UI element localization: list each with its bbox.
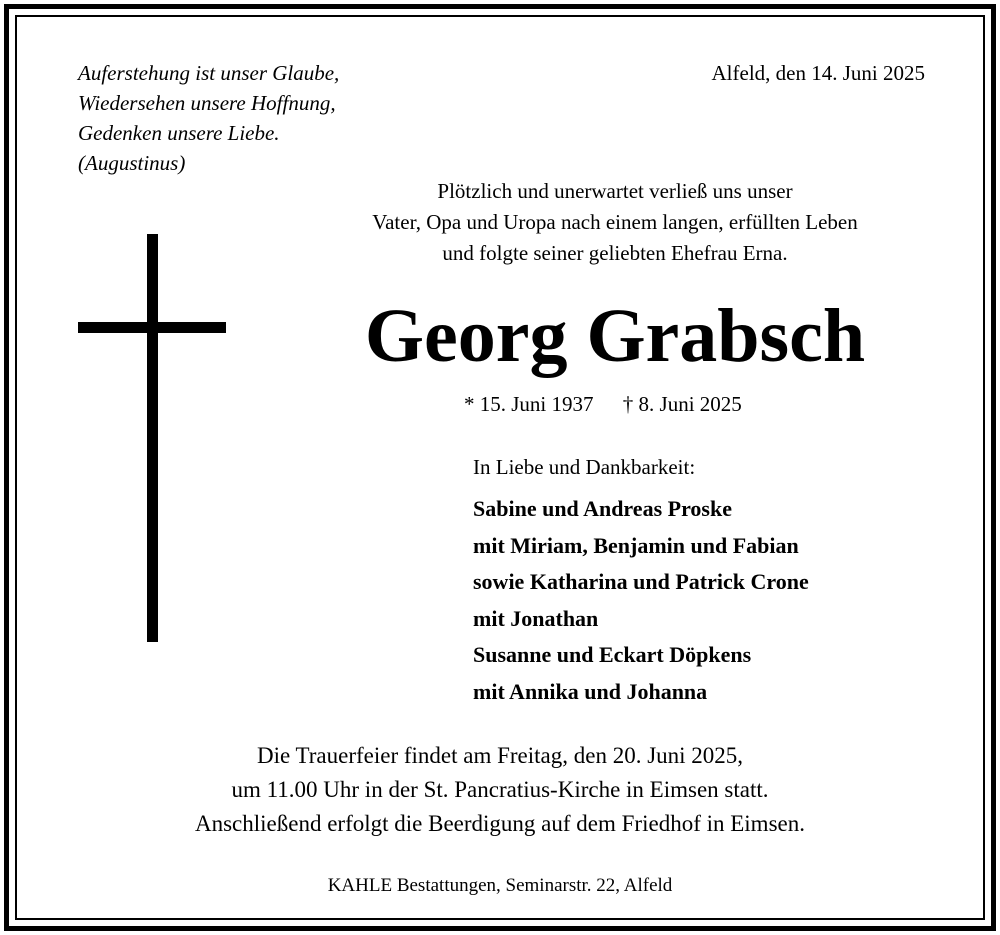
- mourners-list: [473, 491, 809, 710]
- mourner-line: Susanne und Eckart Döpkens: [473, 642, 752, 667]
- intro-line: Vater, Opa und Uropa nach einem langen, erfüllten Leben: [372, 210, 858, 234]
- service-line: Anschließend erfolgt die Beerdigung auf dem Friedhof in Eimsen.: [195, 811, 805, 836]
- undertaker-info: KAHLE Bestattungen, Seminarstr. 22, Alfeld: [327, 875, 673, 896]
- mourner-line: mit Miriam, Benjamin und Fabian: [473, 532, 799, 558]
- cross-horizontal-bar: [78, 322, 226, 333]
- birth-date: * 15. Juni 1937: [464, 392, 594, 416]
- service-line: Die Trauerfeier findet am Freitag, den 20. Juni 2025,: [256, 743, 744, 768]
- deceased-name: Georg Grabsch: [364, 294, 866, 378]
- cross-icon: [78, 234, 226, 642]
- mourner-line: mit Annika und Johanna: [473, 678, 708, 704]
- place-date: Alfeld, den 14. Juni 2025: [711, 61, 925, 85]
- life-dates: [464, 389, 742, 419]
- mourner-line: Sabine und Andreas Proske: [473, 496, 732, 521]
- cross-vertical-bar: [147, 234, 158, 642]
- motto-line: Gedenken unsere Liebe.: [78, 121, 280, 145]
- mourner-line: sowie Katharina und Patrick Crone: [473, 569, 809, 594]
- mourners-heading: In Liebe und Dankbarkeit:: [473, 455, 696, 479]
- intro-text: [300, 176, 930, 269]
- intro-line: und folgte seiner geliebten Ehefrau Erna.: [442, 241, 788, 265]
- service-line: um 11.00 Uhr in der St. Pancratius-Kirche in Eimsen statt.: [231, 777, 769, 802]
- motto-quote: [78, 58, 339, 178]
- death-date: † 8. Juni 2025: [622, 392, 742, 416]
- motto-line: Auferstehung ist unser Glaube,: [78, 61, 340, 85]
- service-info: [0, 739, 1000, 841]
- mourner-line: mit Jonathan: [473, 605, 599, 631]
- motto-attribution: (Augustinus): [78, 151, 186, 175]
- intro-line: Plötzlich und unerwartet verließ uns unser: [437, 179, 793, 203]
- motto-line: Wiedersehen unsere Hoffnung,: [78, 91, 336, 115]
